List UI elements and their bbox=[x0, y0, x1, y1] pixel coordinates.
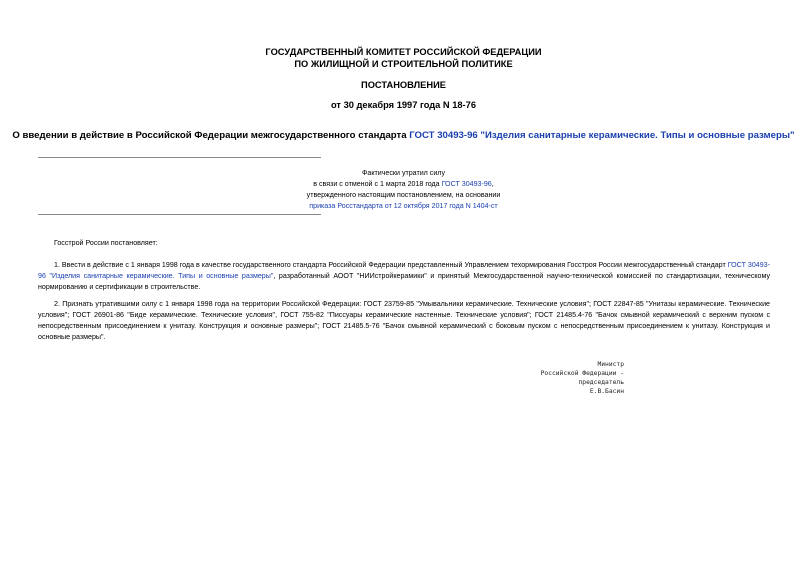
signature-line-3: председатель bbox=[578, 379, 624, 386]
document-type: ПОСТАНОВЛЕНИЕ bbox=[361, 80, 446, 90]
divider-bottom bbox=[38, 214, 321, 215]
paragraph-2: 2. Признать утратившими силу с 1 января 1998 года на территории Российской Федерации: ГОСТ 23759-85 "Умывальники керамические. Технические условия"; ГОСТ 22847-85 "Унитазы керамические. Технические условия"; ГОСТ 26901-86 "Биде керамические. Технические условия", ГОСТ 755-82 "Писсуары керамические настенные. Технические условия"; ГОСТ 21485.4-76 "Бачок смывной керамический с верхним пуском с непосредственным присоединением к унитазу. Конструкция и основные размеры"; ГОСТ 21485.5-76 "Бачок смывной керамический с боковым пуском с непосредственным присоединением к унитазу. Конструкция и основные размеры". bbox=[38, 300, 770, 341]
signature-name: Е.В.Басин bbox=[589, 388, 624, 395]
status-note-gost-link[interactable]: ГОСТ 30493-96 bbox=[441, 180, 492, 188]
intro-paragraph: Госстрой России постановляет: bbox=[54, 239, 158, 247]
issuer-line-2: ПО ЖИЛИЩНОЙ И СТРОИТЕЛЬНОЙ ПОЛИТИКЕ bbox=[294, 59, 513, 69]
paragraph-1-text: 1. Ввести в действие с 1 января 1998 года в качестве государственного стандарта Российской Федерации представленный Управлением техормирования Госстроя России межгосударственный стандарт bbox=[54, 261, 728, 269]
paragraph-1-gost-link[interactable]: ГОСТ 30493-96 "Изделия санитарные керамические. Типы и основные размеры" bbox=[38, 261, 770, 280]
divider-top bbox=[38, 157, 321, 158]
signature-line-1: Министр bbox=[597, 361, 624, 368]
title-gost-link[interactable]: ГОСТ 30493-96 "Изделия санитарные керамические. Типы и основные размеры" bbox=[409, 130, 795, 141]
document-title bbox=[0, 130, 807, 141]
title-text: О введении в действие в Российской Федерации межгосударственного стандарта bbox=[12, 130, 410, 141]
status-note-line-4 bbox=[250, 201, 557, 212]
signature-block bbox=[490, 360, 624, 396]
paragraph-1 bbox=[38, 260, 770, 293]
document-date: от 30 декабря 1997 года N 18-76 bbox=[330, 100, 476, 110]
status-note-line-2 bbox=[250, 179, 557, 190]
status-note-line-3: утвержденного настоящим постановлением, на основании bbox=[306, 191, 501, 199]
order-link[interactable]: приказа Росстандарта от 12 октября 2017 года N 1404-ст bbox=[309, 202, 498, 210]
paragraph-1-suffix: , разработанный АООТ "НИИстройкерамики" и принятый Межгосударственной научно-технической комиссией по стандартизации, техническому нормированию и сертификации в строительстве. bbox=[38, 272, 770, 291]
status-note-line-1: Фактически утратил силу bbox=[361, 169, 445, 177]
signature-line-2: Российской Федерации - bbox=[540, 370, 624, 377]
status-note-comma: , bbox=[491, 180, 494, 188]
issuer-header bbox=[0, 46, 807, 70]
issuer-line-1: ГОСУДАРСТВЕННЫЙ КОМИТЕТ РОССИЙСКОЙ ФЕДЕРАЦИИ bbox=[265, 47, 542, 57]
status-note bbox=[250, 168, 557, 212]
status-note-text: в связи с отменой с 1 марта 2018 года bbox=[313, 180, 442, 188]
